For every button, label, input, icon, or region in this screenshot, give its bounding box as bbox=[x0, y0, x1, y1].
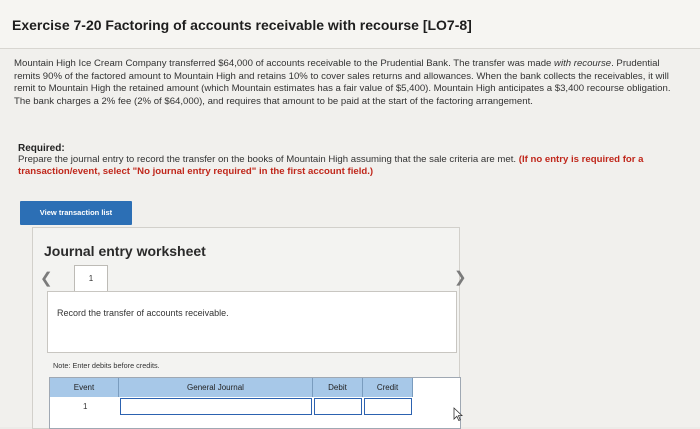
view-transaction-list-button[interactable]: View transaction list bbox=[20, 201, 132, 225]
required-instructions bbox=[18, 154, 683, 178]
chevron-right-icon[interactable]: ❯ bbox=[454, 269, 467, 286]
credit-input[interactable] bbox=[364, 398, 412, 415]
problem-text-part2: . Prudential remits 90% of the factored amount to Mountain High and retains 10% to cover sales returns and allowances. When the bank collects the receivables, it will remit to Mountain High the retained amount (which Mountain estimates has a fair value of $5,400). Mountain High anticipates a $3,400 recourse obligation. The bank charges a 2% fee (2% of $64,000), and requires that amount to be paid at the start of the factoring arrangement. bbox=[14, 58, 671, 107]
required-heading: Required: bbox=[18, 143, 65, 154]
worksheet-page-tab[interactable]: 1 bbox=[74, 265, 108, 293]
header-event: Event bbox=[50, 378, 119, 397]
exercise-title: Exercise 7-20 Factoring of accounts receivable with recourse [LO7-8] bbox=[12, 17, 472, 33]
row-event-number: 1 bbox=[83, 402, 88, 411]
required-text-red: (If no entry is required for a transaction/event, select "No journal entry required" in the first account field.) bbox=[18, 154, 644, 178]
header-general-journal: General Journal bbox=[119, 378, 313, 397]
record-description: Record the transfer of accounts receivable. bbox=[57, 308, 229, 318]
problem-text bbox=[14, 58, 686, 108]
debit-input[interactable] bbox=[314, 398, 362, 415]
entry-note: Note: Enter debits before credits. bbox=[53, 361, 160, 370]
required-text-main: Prepare the journal entry to record the transfer on the books of Mountain High assuming that the sale criteria are met. bbox=[18, 154, 517, 165]
mouse-pointer-icon bbox=[453, 407, 463, 421]
header-credit: Credit bbox=[363, 378, 413, 397]
problem-text-emphasis: with recourse bbox=[554, 58, 612, 69]
worksheet-title: Journal entry worksheet bbox=[44, 243, 206, 259]
record-description-box bbox=[47, 291, 457, 353]
chevron-left-icon[interactable]: ❮ bbox=[40, 270, 53, 287]
account-input[interactable] bbox=[120, 398, 312, 415]
problem-text-part1: Mountain High Ice Cream Company transferred $64,000 of accounts receivable to the Prudential Bank. The transfer was made bbox=[14, 58, 555, 69]
journal-table bbox=[49, 377, 461, 429]
header-debit: Debit bbox=[313, 378, 363, 397]
title-bar bbox=[0, 0, 700, 49]
